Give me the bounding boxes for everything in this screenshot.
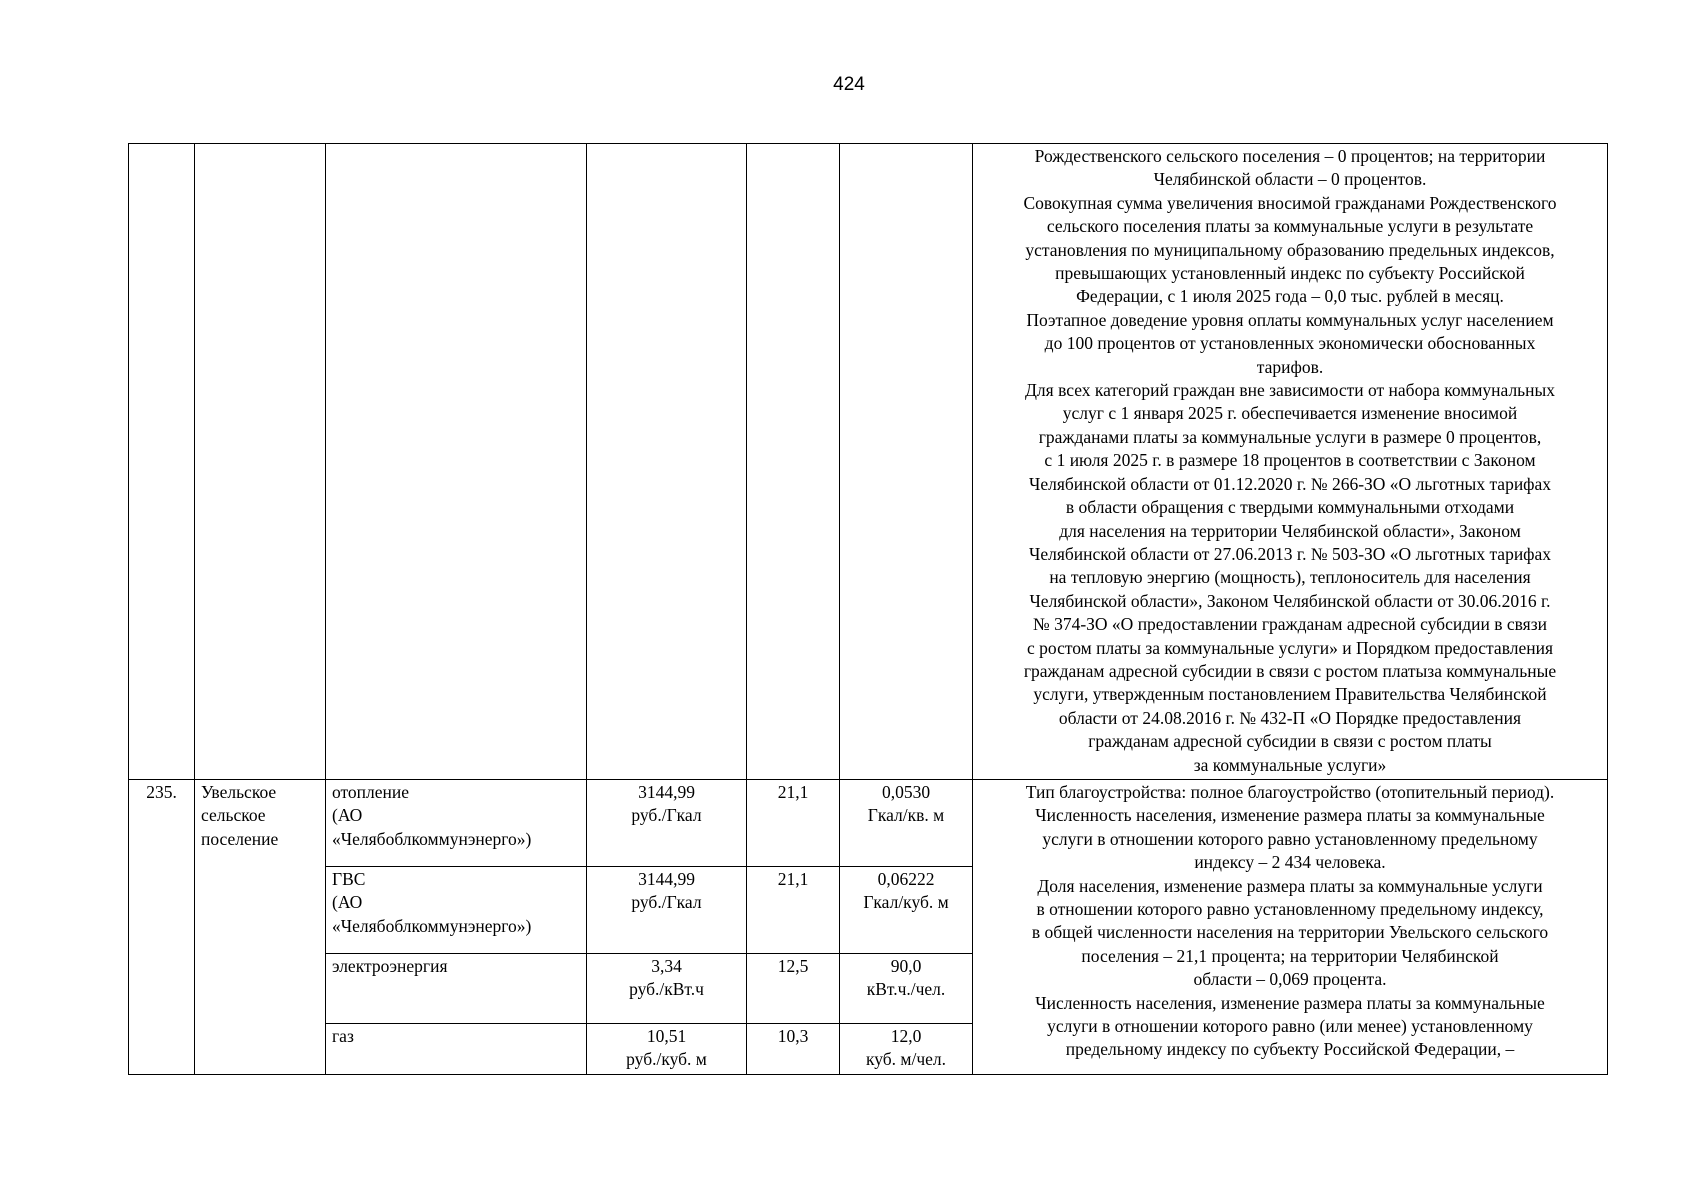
note-line: Челябинской области от 27.06.2013 г. № 503-ЗО «О льготных тарифах bbox=[1028, 543, 1552, 564]
note-line: для населения на территории Челябинской области», Законом bbox=[1059, 520, 1521, 541]
note-line: Челябинской области», Законом Челябинской области от 30.06.2016 г. bbox=[1029, 590, 1551, 611]
cell-empty bbox=[326, 144, 587, 780]
service-name-cell bbox=[326, 1023, 587, 1074]
note-line: области от 24.08.2016 г. № 432-П «О Порядке предоставления bbox=[1058, 707, 1522, 728]
row-number: 235. bbox=[129, 779, 195, 1074]
note-line: Рождественского сельского поселения – 0 процентов; на территории bbox=[1034, 146, 1546, 166]
municipality-line: поселение bbox=[201, 828, 279, 849]
tariff-value: 10,51 bbox=[646, 1025, 687, 1046]
continuation-note-cell bbox=[973, 144, 1608, 780]
cell-empty bbox=[129, 144, 195, 780]
service-name-line: «Челябоблкоммунэнерго») bbox=[332, 828, 532, 849]
norm-unit: кВт.ч./чел. bbox=[866, 979, 946, 1000]
norm-value: 0,06222 bbox=[877, 868, 935, 889]
norm-unit: куб. м/чел. bbox=[865, 1049, 947, 1070]
note-line: до 100 процентов от установленных экономически обоснованных bbox=[1044, 333, 1536, 354]
service-name-line: электроэнергия bbox=[332, 955, 448, 976]
note-line: с ростом платы за коммунальные услуги» и Порядком предоставления bbox=[1027, 637, 1553, 658]
continuation-row bbox=[129, 144, 1608, 780]
note-line: в общей численности населения на территории Увельского сельского bbox=[1031, 922, 1549, 943]
norm-cell bbox=[840, 1023, 973, 1074]
service-name-line: (АО bbox=[332, 892, 363, 913]
note-line: услуг с 1 января 2025 г. обеспечивается изменение вносимой bbox=[1062, 403, 1518, 424]
tariff-cell bbox=[587, 866, 747, 953]
note-line: гражданам адресной субсидии в связи с ростом платыза коммунальные bbox=[1023, 660, 1557, 681]
note-line: в отношении которого равно установленному предельному индексу, bbox=[1036, 899, 1544, 919]
service-name-cell bbox=[326, 953, 587, 1023]
index-cell: 10,3 bbox=[747, 1023, 840, 1074]
norm-value: 12,0 bbox=[890, 1025, 922, 1046]
note-line: Совокупная сумма увеличения вносимой гражданами Рождественского bbox=[1023, 192, 1557, 213]
entry-note-cell bbox=[973, 779, 1608, 1074]
tariff-table bbox=[128, 143, 1608, 1075]
note-line: области – 0,069 процента. bbox=[1193, 969, 1387, 990]
tariff-unit: руб./Гкал bbox=[631, 805, 702, 826]
norm-cell bbox=[840, 953, 973, 1023]
cell-empty bbox=[840, 144, 973, 780]
note-line: услуги в отношении которого равно (или менее) установленному bbox=[1047, 1016, 1533, 1037]
note-line: Для всех категорий граждан вне зависимости от набора коммунальных bbox=[1024, 380, 1556, 401]
norm-cell bbox=[840, 779, 973, 866]
service-row-heating bbox=[129, 779, 1608, 866]
note-line: Челябинской области от 01.12.2020 г. № 266-ЗО «О льготных тарифах bbox=[1028, 473, 1552, 494]
tariff-cell bbox=[587, 779, 747, 866]
note-line: Численность населения, изменение размера платы за коммунальные bbox=[1035, 992, 1545, 1013]
note-line: услуги в отношении которого равно установленному предельному bbox=[1042, 828, 1538, 849]
service-name-cell bbox=[326, 866, 587, 953]
note-line: с 1 июля 2025 г. в размере 18 процентов в соответствии с Законом bbox=[1044, 450, 1536, 471]
tariff-value: 3144,99 bbox=[638, 868, 695, 889]
index-cell: 12,5 bbox=[747, 953, 840, 1023]
service-name-line: (АО bbox=[332, 805, 363, 826]
service-name-cell bbox=[326, 779, 587, 866]
norm-value: 90,0 bbox=[890, 955, 922, 976]
note-line: на тепловую энергию (мощность), теплоноситель для населения bbox=[1049, 567, 1531, 588]
note-line: установления по муниципальному образованию предельных индексов, bbox=[1025, 239, 1555, 260]
note-line: за коммунальные услуги» bbox=[1193, 754, 1387, 775]
index-cell: 21,1 bbox=[747, 779, 840, 866]
note-line: индексу – 2 434 человека. bbox=[1194, 852, 1386, 873]
norm-cell bbox=[840, 866, 973, 953]
tariff-value: 3144,99 bbox=[638, 781, 695, 802]
note-line: Челябинской области – 0 процентов. bbox=[1153, 169, 1427, 190]
tariff-cell bbox=[587, 1023, 747, 1074]
municipality-cell bbox=[195, 779, 326, 1074]
service-name-line: ГВС bbox=[332, 868, 366, 889]
note-line: услуги, утвержденным постановлением Правительства Челябинской bbox=[1033, 684, 1547, 705]
note-line: № 374-ЗО «О предоставлении гражданам адресной субсидии в связи bbox=[1033, 614, 1547, 635]
norm-unit: Гкал/куб. м bbox=[863, 892, 949, 913]
cell-empty bbox=[195, 144, 326, 780]
note-line: Численность населения, изменение размера платы за коммунальные bbox=[1035, 805, 1545, 826]
tariff-value: 3,34 bbox=[651, 955, 682, 976]
cell-empty bbox=[747, 144, 840, 780]
norm-unit: Гкал/кв. м bbox=[867, 805, 945, 826]
note-line: предельному индексу по субъекту Российской Федерации, – bbox=[1065, 1039, 1515, 1060]
index-cell: 21,1 bbox=[747, 866, 840, 953]
note-line: в области обращения с твердыми коммунальными отходами bbox=[1065, 497, 1515, 518]
page-number: 424 bbox=[833, 74, 865, 95]
service-name-line: газ bbox=[332, 1025, 354, 1046]
service-name-line: «Челябоблкоммунэнерго») bbox=[332, 915, 532, 936]
note-line: Поэтапное доведение уровня оплаты коммунальных услуг населением bbox=[1026, 309, 1554, 330]
norm-value: 0,0530 bbox=[881, 781, 931, 802]
tariff-unit: руб./Гкал bbox=[631, 892, 702, 913]
note-line: Тип благоустройства: полное благоустройство (отопительный период). bbox=[1025, 781, 1555, 802]
cell-empty bbox=[587, 144, 747, 780]
note-line: сельского поселения платы за коммунальные услуги в результате bbox=[1046, 216, 1534, 237]
tariff-unit: руб./куб. м bbox=[626, 1049, 707, 1070]
note-line: тарифов. bbox=[1256, 356, 1324, 377]
note-line: гражданами платы за коммунальные услуги в размере 0 процентов, bbox=[1038, 426, 1542, 447]
note-line: Доля населения, изменение размера платы за коммунальные услуги bbox=[1037, 875, 1543, 896]
service-name-line: отопление bbox=[332, 781, 410, 802]
tariff-unit: руб./кВт.ч bbox=[629, 979, 704, 1000]
municipality-line: Увельское bbox=[201, 781, 277, 802]
note-line: поселения – 21,1 процента; на территории Челябинской bbox=[1081, 945, 1499, 966]
note-line: Федерации, с 1 июля 2025 года – 0,0 тыс. рублей в месяц. bbox=[1076, 286, 1504, 307]
note-line: превышающих установленный индекс по субъекту Российской bbox=[1055, 263, 1525, 284]
note-line: гражданам адресной субсидии в связи с ростом платы bbox=[1088, 731, 1492, 752]
municipality-line: сельское bbox=[201, 805, 266, 826]
tariff-cell bbox=[587, 953, 747, 1023]
